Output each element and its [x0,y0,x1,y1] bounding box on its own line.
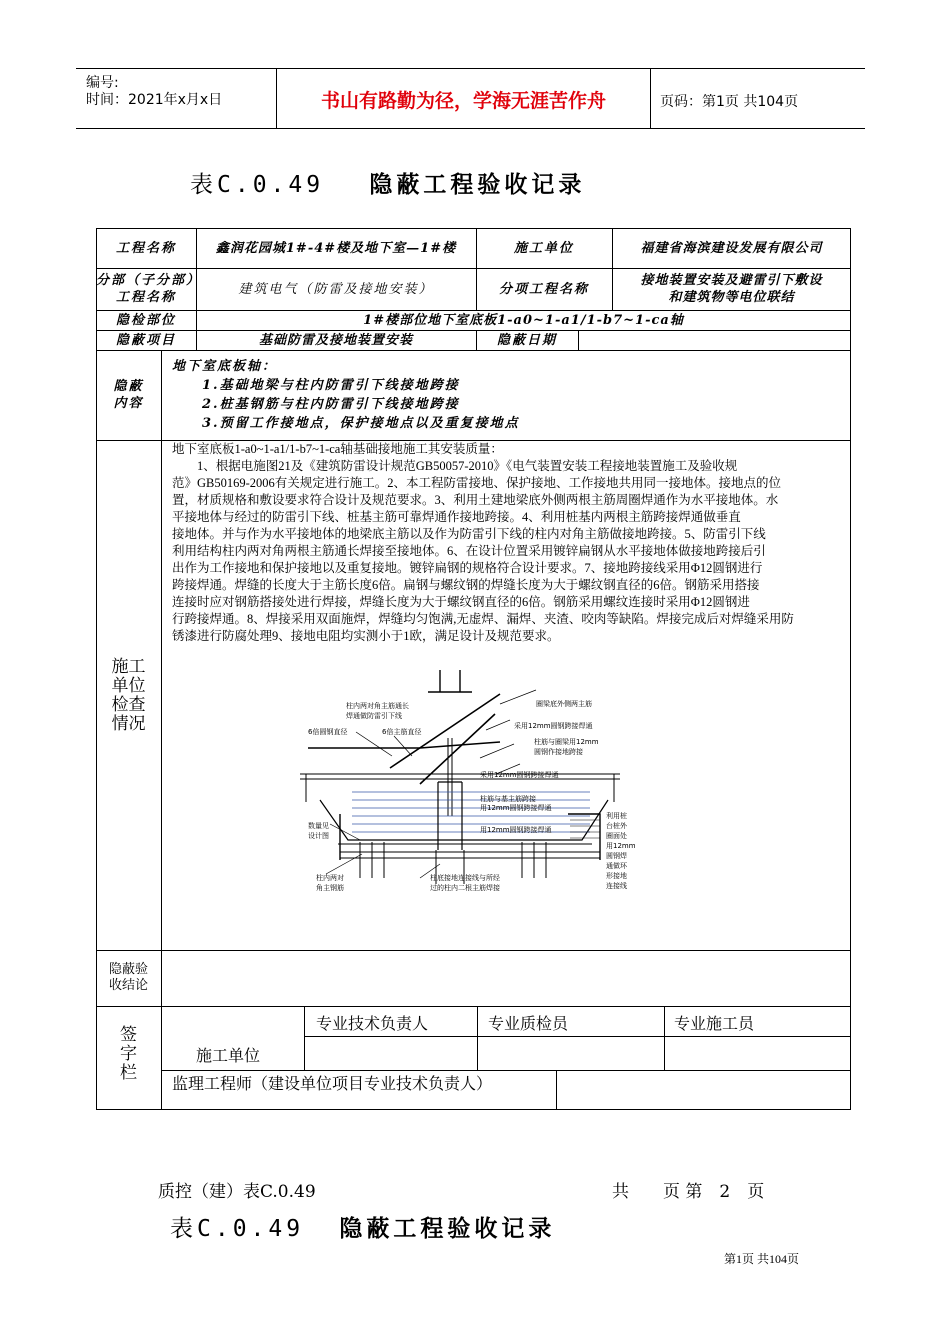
conclusion-label-line: 隐蔽验 [108,962,148,977]
sign-label-char: 签 [120,1025,137,1045]
footer-title-main: 隐蔽工程验收记录 [339,1216,556,1242]
contractor-label: 施工单位 [513,240,574,256]
row-line [304,1036,851,1037]
col-line [477,1006,478,1070]
footer-title-prefix: 表C.0.49 [170,1216,305,1242]
content-label-line: 内容 [113,396,144,411]
conclusion-label [96,962,161,994]
supervisor-label: 监理工程师（建设单位项目专业技术负责人） [172,1074,493,1093]
inspect-label-line: 检查 [111,695,146,715]
contractor-name: 福建省海滨建设发展有限公司 [640,240,823,256]
inspect-label-line: 施工 [111,657,146,677]
inspect-line: 地下室底板1-a0~1-a1/1-b7~1-ca轴基础接地施工其安装质量： [172,442,503,456]
diagram-label: 圆钢焊 [606,852,627,860]
sign-label-char: 栏 [120,1063,137,1083]
content-label-line: 隐蔽 [113,379,144,394]
diagram-label: 6倍主筋直径 [382,728,422,736]
division-name: 建筑电气（防雷及接地安装） [238,281,434,297]
content-label [96,350,161,440]
subitem-line: 和建筑物等电位联结 [668,290,795,305]
diagram-label: 形接地 [606,872,627,880]
inspect-line: 行跨接焊通。8、焊接采用双面施焊，焊缝均匀饱满,无虚焊、漏焊、夹渣、咬肉等缺陷。焊接完成后对焊缝采用防 [172,612,794,626]
diagram-label: 6倍圆钢直径 [308,728,348,736]
header-bottom-rule [76,128,865,129]
item-value: 基础防雷及接地装置安装 [258,332,413,348]
sign-unit: 施工单位 [196,1046,261,1065]
diagram-label: 焊通做防雷引下线 [346,712,402,720]
diagram-label: 圈面处 [606,832,627,840]
inspect-label-line: 情况 [111,714,146,734]
footer-page: 第1页 共104页 [724,1252,800,1266]
location-label: 隐检部位 [115,312,176,328]
diagram-label: 连接线 [606,882,627,890]
date-label: 隐蔽日期 [496,332,557,348]
inspect-label [96,658,161,734]
division-label-line: 工程名称 [115,290,176,305]
diagram-label: 利用桩 [606,812,627,820]
inspect-label-line: 单位 [111,676,146,696]
diagram-label: 台桩外 [606,822,627,830]
date-value [578,330,851,350]
diagram-label: 用12mm [606,842,636,850]
row-line [96,1006,851,1007]
diagram-label: 角主钢筋 [316,884,344,892]
diagram-label: 设计图 [308,832,329,840]
col-line [664,1006,665,1070]
conclusion-label-line: 收结论 [108,978,148,993]
diagram-label: 采用12mm圆钢跨接焊通 [480,771,559,779]
inspect-line: 1、根据电施图21及《建筑防雷设计规范GB50057-2010》《电气装置安装工程接地装置施工及验收规 [172,459,738,473]
col-line [304,1006,305,1070]
inspect-line: 锈漆进行防腐处理9、接地电阻均实测小于1欧，满足设计及规范要求。 [172,629,560,643]
inspect-line: 跨接焊通。焊缝的长度大于主筋长度6倍。扁钢与螺纹钢的焊缝长度为大于螺纹钢直径的6倍。钢筋采用搭接 [172,578,760,592]
page-title [190,166,585,199]
page-count: 共 页 第 2 页 [612,1182,765,1202]
title-main: 隐蔽工程验收记录 [369,172,586,198]
title-prefix: 表C.0.49 [190,172,325,198]
header-divider [650,68,651,128]
header-page: 页码：第1页 共104页 [660,94,799,110]
project-name-label: 工程名称 [115,240,176,256]
footer-title [170,1210,555,1243]
sign-construction-worker: 专业施工员 [674,1014,755,1033]
diagram-label: 圈梁底外侧两主筋 [536,700,592,708]
sign-tech-lead: 专业技术负责人 [316,1014,429,1033]
subitem-name [612,268,851,310]
content-item: 2.桩基钢筋与柱内防雷引下线接地跨接 [202,397,460,412]
inspect-line: 平接地体与经过的防雷引下线、桩基主筋可靠焊通作接地跨接。4、利用桩基内两根主筋跨接焊通做垂直 [172,510,741,524]
inspect-line: 范》GB50169-2006有关规定进行施工。2、本工程防雷接地、保护接地、工作接地共用同一接地体。接地点的位 [172,476,782,490]
inspect-line: 连接时应对钢筋搭接处进行焊接，焊缝长度为大于螺纹钢直径的6倍。钢筋采用螺纹连接时采用Φ12圆钢进 [172,595,750,609]
diagram-label: 柱内两对角主筋通长 [346,702,409,710]
content-body [172,357,520,433]
inspect-line: 出作为工作接地和保护接地以及重复接地。镀锌扁钢的规格符合设计要求。7、接地跨接线采用Φ12圆钢进行 [172,561,763,575]
row-line [96,950,851,951]
sign-quality-inspector: 专业质检员 [488,1014,569,1033]
form-code: 质控（建）表C.0.49 [158,1182,316,1202]
diagram-label: 过的柱内二根主筋焊接 [430,884,500,892]
item-label: 隐蔽项目 [115,332,176,348]
subitem-line: 接地装置安装及避雷引下敷设 [640,273,823,288]
location-value: 1#楼部位地下室底板1-a0~1-a1/1-b7~1-ca轴 [363,312,684,328]
subitem-label: 分项工程名称 [498,281,589,297]
inspect-line: 置，材质规格和敷设要求符合设计及规范要求。3、利用土建地梁底外侧两根主筋周圈焊通作为水平接地体。水 [172,493,779,507]
grounding-diagram [300,664,640,900]
row-line [96,350,851,351]
division-label [96,268,202,310]
diagram-label: 用12mm圆钢跨接焊通 [480,804,552,812]
col-line [556,1070,557,1110]
header-top-rule [76,68,865,69]
inspect-text [172,441,850,645]
sign-label [96,1026,161,1083]
inspect-line: 利用结构柱内两对角两根主筋通长焊接至接地体。6、在设计位置采用镀锌扁钢从水平接地体做接地跨接后引 [172,544,766,558]
project-name: 鑫润花园城1#-4#楼及地下室—1#楼 [215,240,457,256]
header-time: 时间：2021年x月x日 [86,92,223,108]
header-slogan: 书山有路勤为径，学海无涯苦作舟 [320,90,606,112]
content-heading: 地下室底板轴： [172,359,278,374]
diagram-label: 柱底接地连接线与所经 [430,874,500,882]
sign-label-char: 字 [120,1044,137,1064]
diagram-label: 圆钢作接地跨接 [534,748,583,756]
diagram-label: 采用12mm圆钢跨接焊通 [514,722,593,730]
diagram-label: 柱筋与基主筋跨接 [480,795,536,803]
diagram-label: 用12mm圆钢跨接焊通 [480,826,552,834]
division-label-line: 分部（子分部） [96,273,202,288]
col-line [161,350,162,1110]
header-number: 编号: [86,75,119,91]
content-item: 3.预留工作接地点，保护接地点以及重复接地点 [202,416,520,431]
diagram-label: 数量见 [308,822,329,830]
diagram-label: 通做环 [606,862,627,870]
inspect-line: 接地体。并与作为水平接地体的地梁底主筋以及作为防雷引下线的柱内对角主筋做接地跨接。5、防雷引下线 [172,527,766,541]
content-item: 1.基础地梁与柱内防雷引下线接地跨接 [202,378,460,393]
diagram-label: 柱筋与圈梁用12mm [534,738,599,746]
diagram-label: 柱内两对 [316,874,344,882]
